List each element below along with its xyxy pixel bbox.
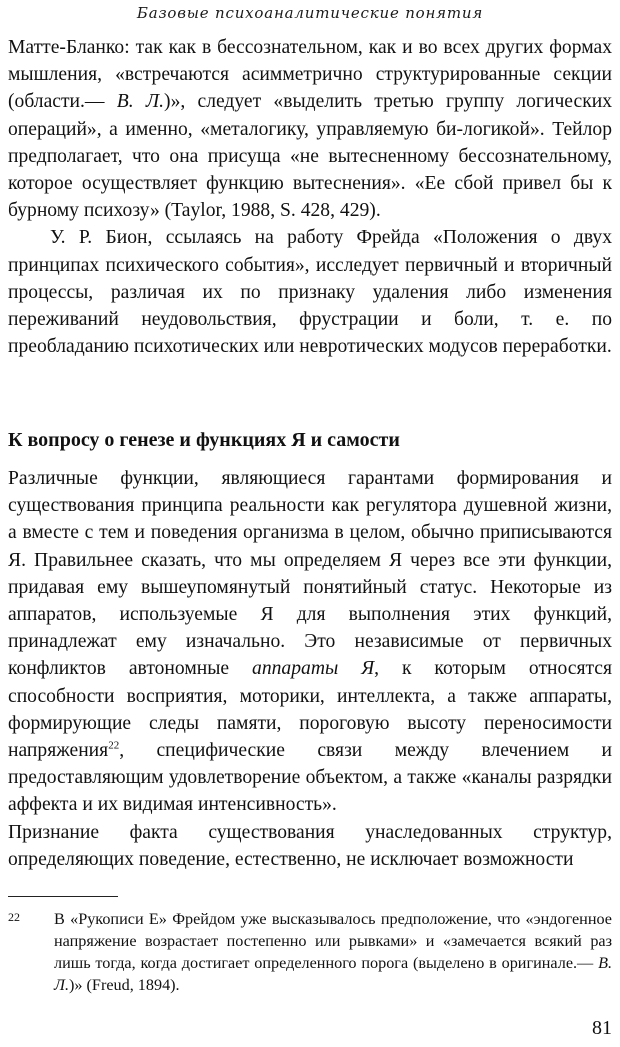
footnote bbox=[8, 908, 612, 996]
paragraph-inherited-structures: Признание факта существования унаследованных структур, определяющих поведение, естественно, не исключает возможности bbox=[8, 821, 612, 870]
footnote-divider bbox=[8, 896, 118, 897]
italic-term: аппараты Я bbox=[252, 658, 375, 680]
text-block-upper bbox=[8, 34, 612, 360]
page-number: 81 bbox=[592, 1017, 612, 1039]
paragraph-bion: У. Р. Бион, ссылаясь на работу Фрейда «Положения о двух принципах психического события», исследует первичный и вторичный процессы, различая их по признаку удаления либо изменения переживаний неудовольствия, фрустрации и боли, т. е. по преобладанию психотических или невротических модусов переработки. bbox=[8, 227, 612, 358]
section-heading: К вопросу о генезе и функциях Я и самости bbox=[8, 429, 400, 451]
footnote-number: 22 bbox=[8, 910, 20, 924]
paragraph-matte-blanco: Матте-Бланко: так как в бессознательном, как и во всех других формах мышления, «встречаются асимметрично структурированные секции (области.— В. Л.)», следует «выделить третью группу логических операций», а именно, «металогику, управляемую би-логикой». Тейлор предполагает, что она присуща «не вытесненному бессознательному, которое осуществляет функцию вытеснения». «Ее сбой привел бы к бурному психозу» (Taylor, 1988, S. 428, 429). bbox=[8, 37, 612, 222]
editor-initials: В. Л. bbox=[116, 91, 165, 113]
text-block-lower bbox=[8, 465, 612, 873]
running-header: Базовые психоаналитические понятия bbox=[136, 4, 484, 22]
paragraph-ego-functions: Различные функции, являющиеся гарантами формирования и существования принципа реальности как регулятора душевной жизни, а вместе с тем и поведения организма в целом, обычно приписываются Я. Правильнее сказать, что мы определяем Я через все эти функции, придавая ему вышеупомянутый понятийный статус. Некоторые из аппаратов, используемые Я для выполнения этих функций, принадлежат ему изначально. Это независимые от первичных конфликтов автономные аппараты Я, к которым относятся способности восприятия, моторики, интеллекта, а также аппараты, формирующие следы памяти, пороговую высоту переносимости напряжения$^{22}$, специфические связи между влечением и предоставляющим удовлетворение объектом, а также «каналы разрядки аффекта и их видимая интенсивность». bbox=[8, 468, 612, 816]
footnote-text: В «Рукописи Е» Фрейдом уже высказывалось предположение, что «эндогенное напряжение возрастает постепенно или рывками» и «замечается всякий раз лишь тогда, когда достигает определенного порога (выделено в оригинале.— В. Л.)» (Freud, 1894). bbox=[54, 910, 612, 994]
footnote-editor-initials: В. Л. bbox=[54, 954, 612, 994]
footnote-reference[interactable]: 22 bbox=[108, 739, 120, 752]
